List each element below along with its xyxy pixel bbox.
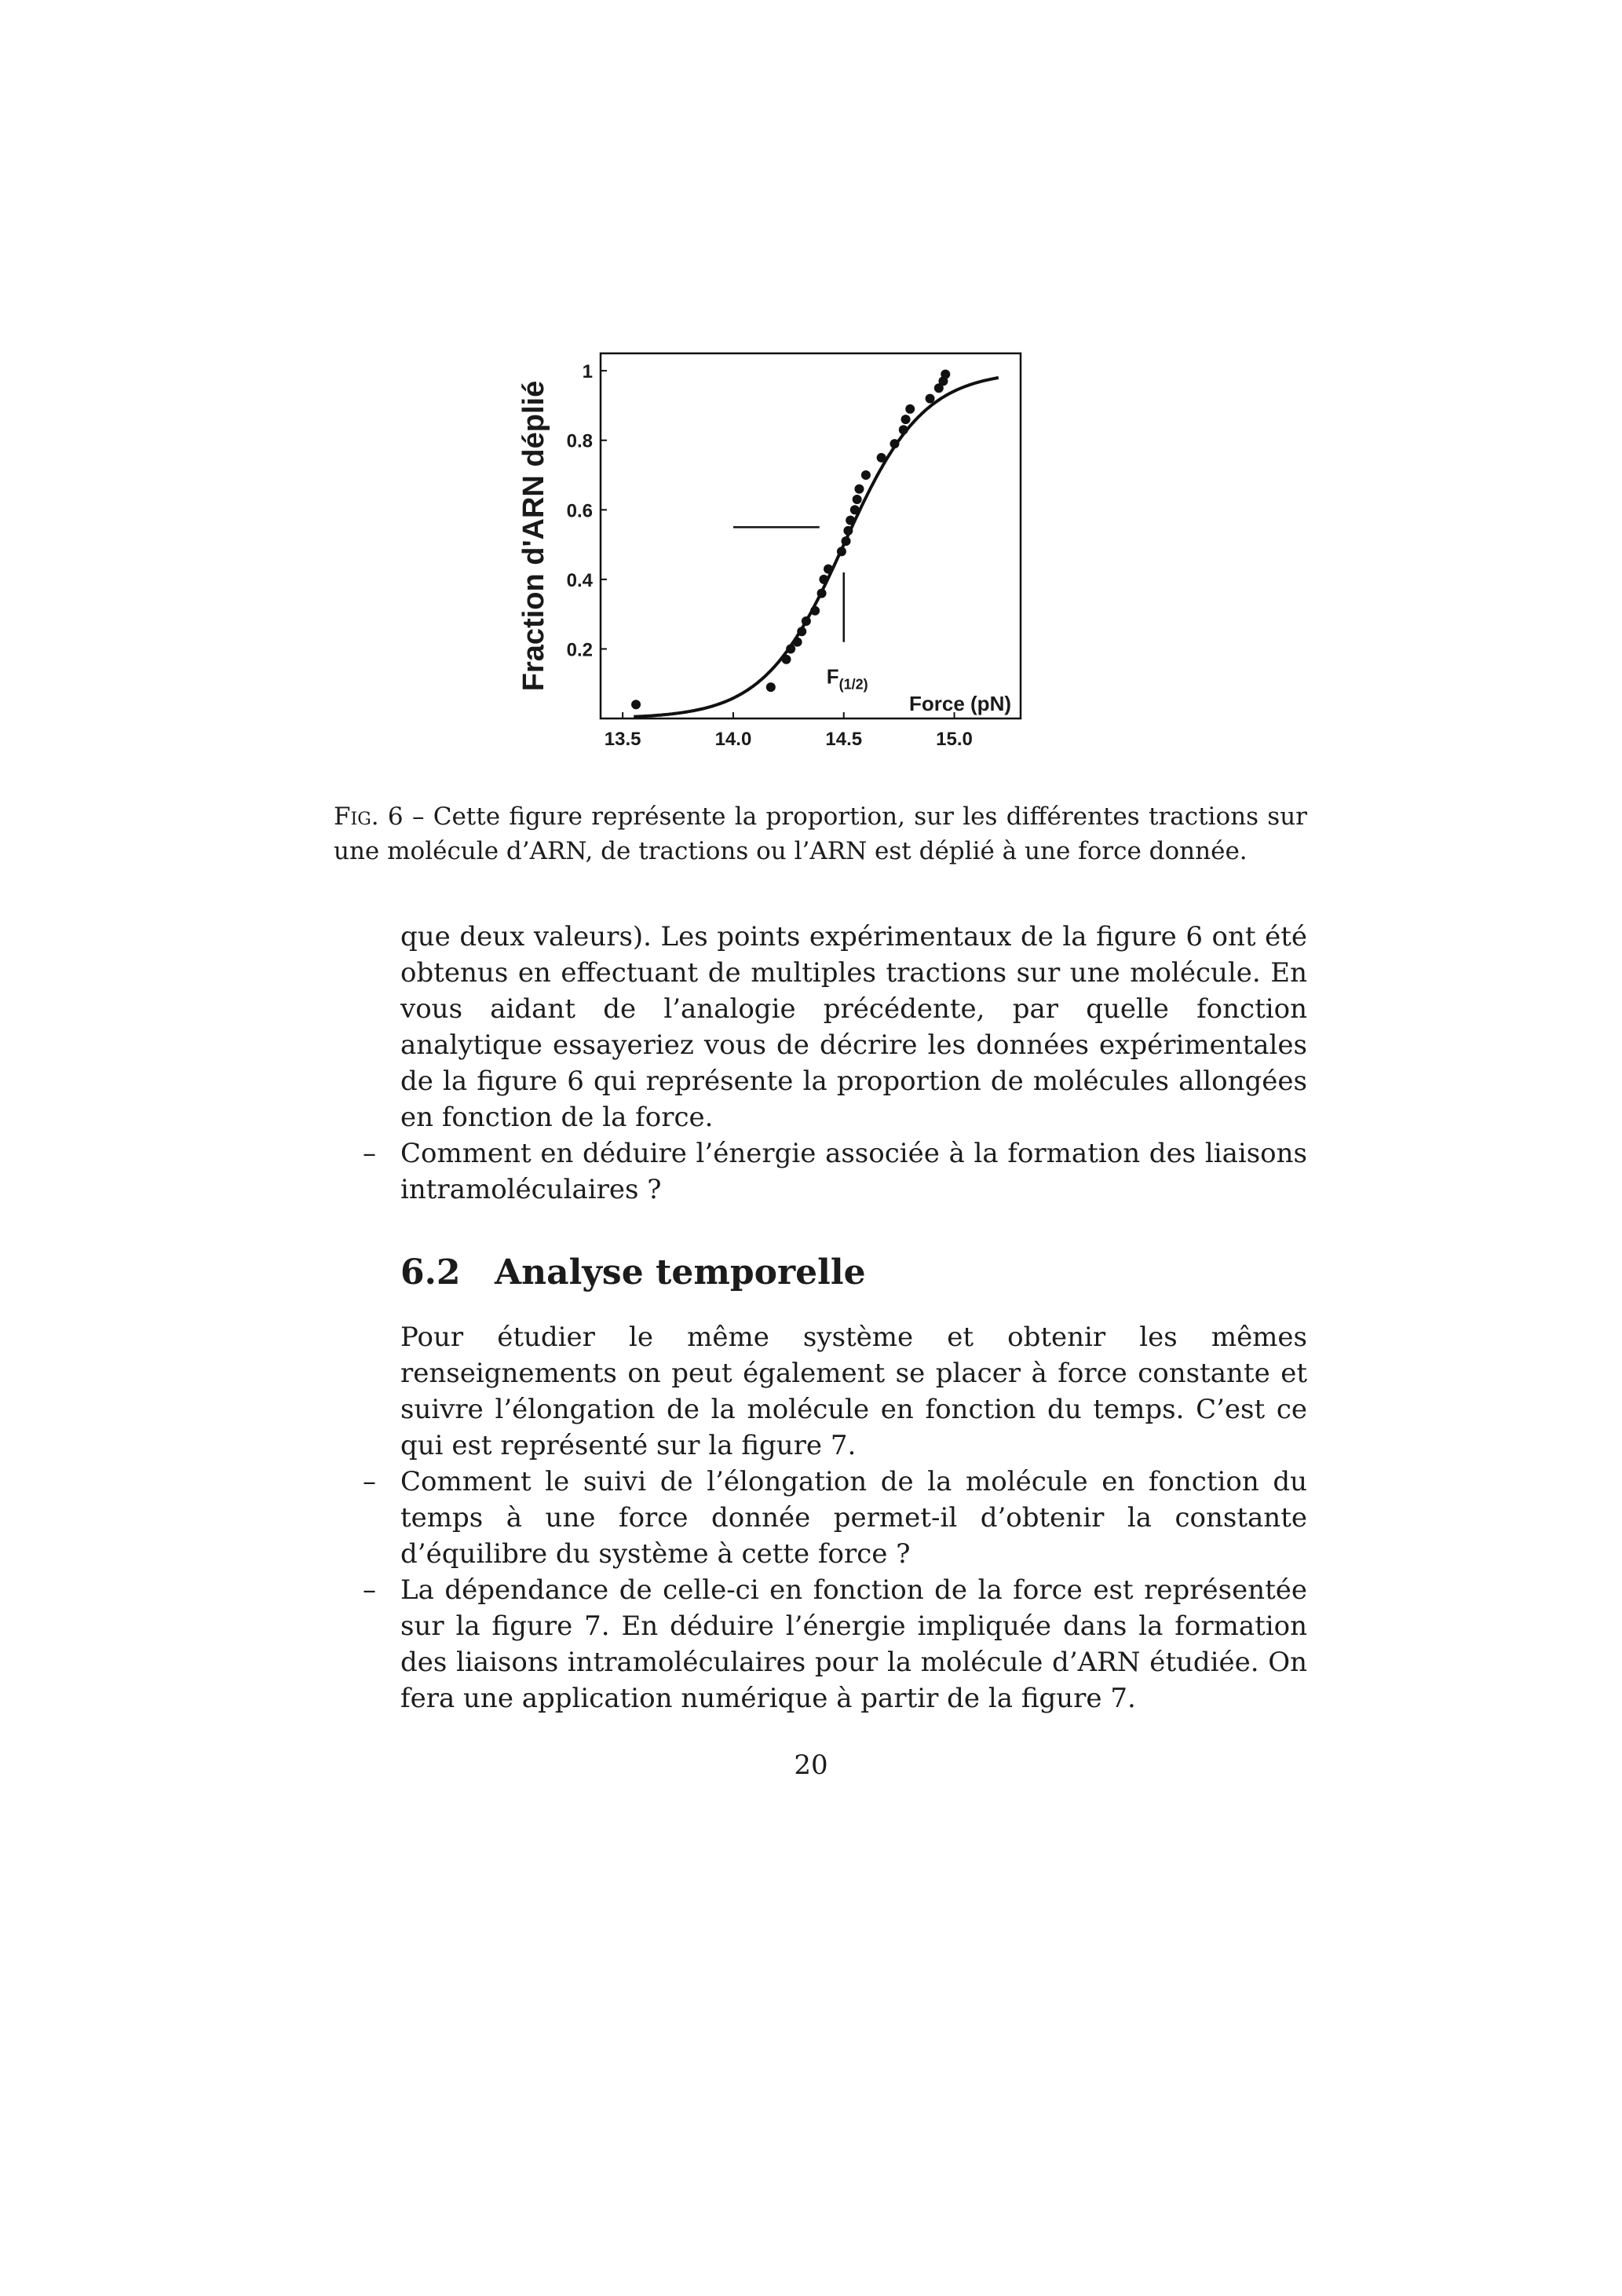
x-axis-label: Force (pN) [909, 692, 1011, 715]
data-point [861, 470, 871, 480]
y-tick-label: 0.6 [566, 500, 593, 522]
data-point [926, 394, 935, 404]
data-point [941, 370, 950, 379]
x-tick-label: 14.0 [714, 729, 752, 750]
y-axis-label: Fraction d'ARN déplié [517, 380, 550, 692]
data-point [802, 616, 811, 626]
data-point [793, 638, 802, 647]
list-dash: – [363, 1574, 376, 1606]
plot-frame [601, 353, 1021, 718]
list-item-text: La dépendance de celle-ci en fonction de la force est représentée sur la figure 7. En déduire l’énergie impliquée dans la formation des liaisons intramoléculaires pour la molécule d’ARN étudiée. On fera une application numérique à partir de la figure 7. [400, 1574, 1307, 1714]
data-point [854, 484, 864, 494]
data-point [905, 404, 915, 414]
data-point [817, 589, 827, 598]
fit-curve [634, 378, 999, 717]
data-point [877, 453, 886, 462]
text-block-1 [363, 919, 1307, 1208]
data-point [853, 495, 862, 504]
list-item-text: Comment en déduire l’énergie associée à la formation des liaisons intramoléculaires ? [400, 1138, 1307, 1205]
data-point [782, 655, 791, 664]
list-item-text: Comment le suivi de l’élongation de la molécule en fonction du temps à une force donnée permet-il d’obtenir la constante d’équilibre du système à cette force ? [400, 1466, 1307, 1570]
caption-text: – Cette figure représente la proportion, sur les différentes tractions sur une molécule d’ARN, de tractions ou l’ARN est déplié à une force donnée. [334, 803, 1307, 865]
page-number: 20 [794, 1749, 828, 1781]
section-title: Analyse temporelle [495, 1252, 866, 1292]
f-half-label: $F_{(1/2)}$ [826, 664, 868, 693]
list-item [363, 1135, 1307, 1208]
section-number: 6.2 [400, 1252, 461, 1292]
x-tick-label: 15.0 [936, 729, 973, 750]
data-points [631, 370, 950, 710]
data-point [837, 547, 846, 556]
data-point [766, 682, 776, 692]
data-point [850, 505, 860, 514]
figure-label: Fig. 6 [334, 803, 404, 831]
data-point [631, 700, 641, 709]
y-tick-label: 0.2 [566, 639, 593, 661]
list-dash: – [363, 1466, 376, 1497]
data-point [810, 606, 820, 616]
paragraph: Pour étudier le même système et obtenir les mêmes renseignements on peut également se placer à force constante et suivre l’élongation de la molécule en fonction du temps. C’est ce qui est représenté sur la figure 7. [400, 1322, 1307, 1461]
y-tick-label: 1 [582, 361, 593, 383]
data-point [819, 575, 828, 584]
chart [502, 330, 1052, 770]
figure-caption [334, 799, 1307, 868]
data-point [899, 425, 908, 434]
y-tick-label: 0.4 [566, 569, 593, 591]
list-item [363, 1572, 1307, 1717]
paragraph: que deux valeurs). Les points expérimentaux de la figure 6 ont été obtenus en effectuant de multiples tractions sur une molécule. En vous aidant de l’analogie précédente, par quelle fonction analytique essayeriez vous de décrire les données expérimentales de la figure 6 qui représente la proportion de molécules allongées en fonction de la force. [400, 921, 1307, 1133]
plot-border [601, 353, 1021, 718]
data-point [890, 439, 900, 448]
data-point [843, 526, 853, 536]
figure-6 [502, 330, 1052, 773]
data-point [901, 415, 911, 424]
f-half-annotation [733, 527, 868, 692]
section-heading [400, 1252, 866, 1292]
data-point [786, 644, 795, 653]
data-point [797, 627, 806, 636]
text-block-2 [363, 1319, 1307, 1717]
data-point [824, 565, 833, 574]
x-tick-label: 14.5 [825, 729, 863, 750]
data-point [846, 516, 855, 525]
data-point [842, 536, 851, 546]
x-tick-label: 13.5 [604, 729, 641, 750]
y-tick-label: 0.8 [566, 430, 593, 452]
list-item [363, 1464, 1307, 1572]
list-dash: – [363, 1138, 376, 1169]
